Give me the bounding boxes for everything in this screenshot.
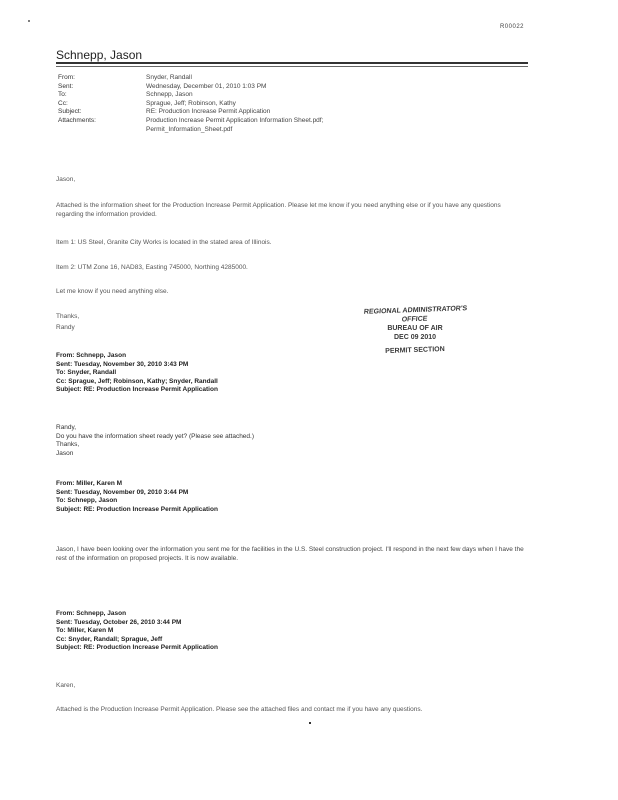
mailbox-owner: Schnepp, Jason: [56, 48, 143, 62]
header-label: Sent:: [58, 82, 74, 90]
header-row-from: [58, 74, 526, 83]
email-greeting: Randy,: [56, 424, 77, 431]
scan-speck: [309, 722, 311, 724]
email-4-greeting: Karen,: [56, 682, 76, 689]
header-value: RE: Production Increase Permit Application: [146, 108, 271, 116]
email-body: Do you have the information sheet ready yet? (Please see attached.): [56, 432, 255, 440]
email-to: To: Miller, Karen M: [56, 627, 114, 635]
email-subject: Subject: RE: Production Increase Permit Application: [56, 644, 218, 652]
email-sent: Sent: Tuesday, November 30, 2010 3:43 PM: [56, 360, 189, 368]
stamp-line: PERMIT SECTION: [385, 345, 445, 356]
header-rule-thin: [56, 66, 528, 67]
reply-item-1: Item 1: US Steel, Granite City Works is located in the stated area of Illinois.: [56, 239, 272, 246]
stamp-line: REGIONAL ADMINISTRATOR'S OFFICE: [363, 305, 468, 324]
header-row-attachments: [58, 117, 526, 126]
header-row-to: [58, 91, 526, 100]
received-stamp: [350, 306, 480, 355]
email-from: From: Schnepp, Jason: [56, 352, 127, 359]
reply-greeting: Jason,: [56, 176, 76, 183]
header-label: To:: [58, 91, 67, 99]
header-row-attachments-cont: [58, 126, 526, 135]
email-subject: Subject: RE: Production Increase Permit Application: [56, 386, 218, 394]
email-cc: Cc: Snyder, Randall; Sprague, Jeff: [56, 635, 163, 643]
stamp-date: DEC 09 2010: [393, 334, 437, 341]
header-label: Cc:: [58, 99, 68, 107]
email-3-body: Jason, I have been looking over the information you sent me for the facilities in the U.S. Steel construction project. I'll respond in the next few days when I have the rest of the information on proposed projects. It is now available.: [56, 546, 524, 562]
header-value: Snyder, Randall: [146, 74, 192, 81]
email-2: [56, 352, 218, 395]
header-value: Sprague, Jeff; Robinson, Kathy: [146, 99, 236, 107]
header-row-cc: [58, 100, 526, 109]
email-sent: Sent: Tuesday, November 09, 2010 3:44 PM: [56, 488, 189, 496]
header-label: Subject:: [58, 108, 82, 116]
header-label: Attachments:: [58, 116, 96, 124]
email-thanks: Thanks,: [56, 441, 80, 449]
header-label: [58, 126, 146, 135]
reply-closing-line: Let me know if you need anything else.: [56, 288, 169, 295]
reply-thanks: Thanks,: [56, 313, 80, 320]
email-from: From: Miller, Karen M: [56, 480, 123, 487]
header-rule: [56, 62, 528, 64]
email-cc: Cc: Sprague, Jeff; Robinson, Kathy; Snyder, Randall: [56, 377, 218, 385]
email-sent: Sent: Tuesday, October 26, 2010 3:44 PM: [56, 618, 182, 626]
header-value: Schnepp, Jason: [146, 91, 193, 99]
email-from: From: Schnepp, Jason: [56, 610, 127, 617]
email-signature: Jason: [56, 449, 74, 457]
email-2-body: [56, 424, 254, 458]
email-3: [56, 480, 218, 514]
bates-number: R00022: [499, 24, 524, 30]
email-header: [58, 74, 526, 134]
reply-item-2: Item 2: UTM Zone 16, NAD83, Easting 745000, Northing 4285000.: [56, 264, 248, 271]
header-value: Permit_Information_Sheet.pdf: [146, 125, 233, 133]
email-subject: Subject: RE: Production Increase Permit Application: [56, 505, 218, 513]
reply-signature: Randy: [56, 324, 75, 331]
stamp-line: BUREAU OF AIR: [387, 325, 443, 332]
header-row-subject: [58, 108, 526, 117]
header-label: From:: [58, 74, 75, 81]
header-value: Production Increase Permit Application Information Sheet.pdf;: [146, 116, 324, 124]
reply-paragraph: Attached is the information sheet for the Production Increase Permit Application. Please let me know if you need anything else or if you have any questions regarding the information provided.: [56, 202, 501, 218]
email-to: To: Snyder, Randall: [56, 369, 117, 377]
scan-speck: [28, 20, 30, 22]
header-value: Wednesday, December 01, 2010 1:03 PM: [146, 82, 267, 90]
email-to: To: Schnepp, Jason: [56, 497, 118, 505]
email-4: [56, 610, 218, 653]
header-row-sent: [58, 83, 526, 92]
email-4-body: Attached is the Production Increase Permit Application. Please see the attached files and contact me if you have any questions.: [56, 706, 423, 713]
